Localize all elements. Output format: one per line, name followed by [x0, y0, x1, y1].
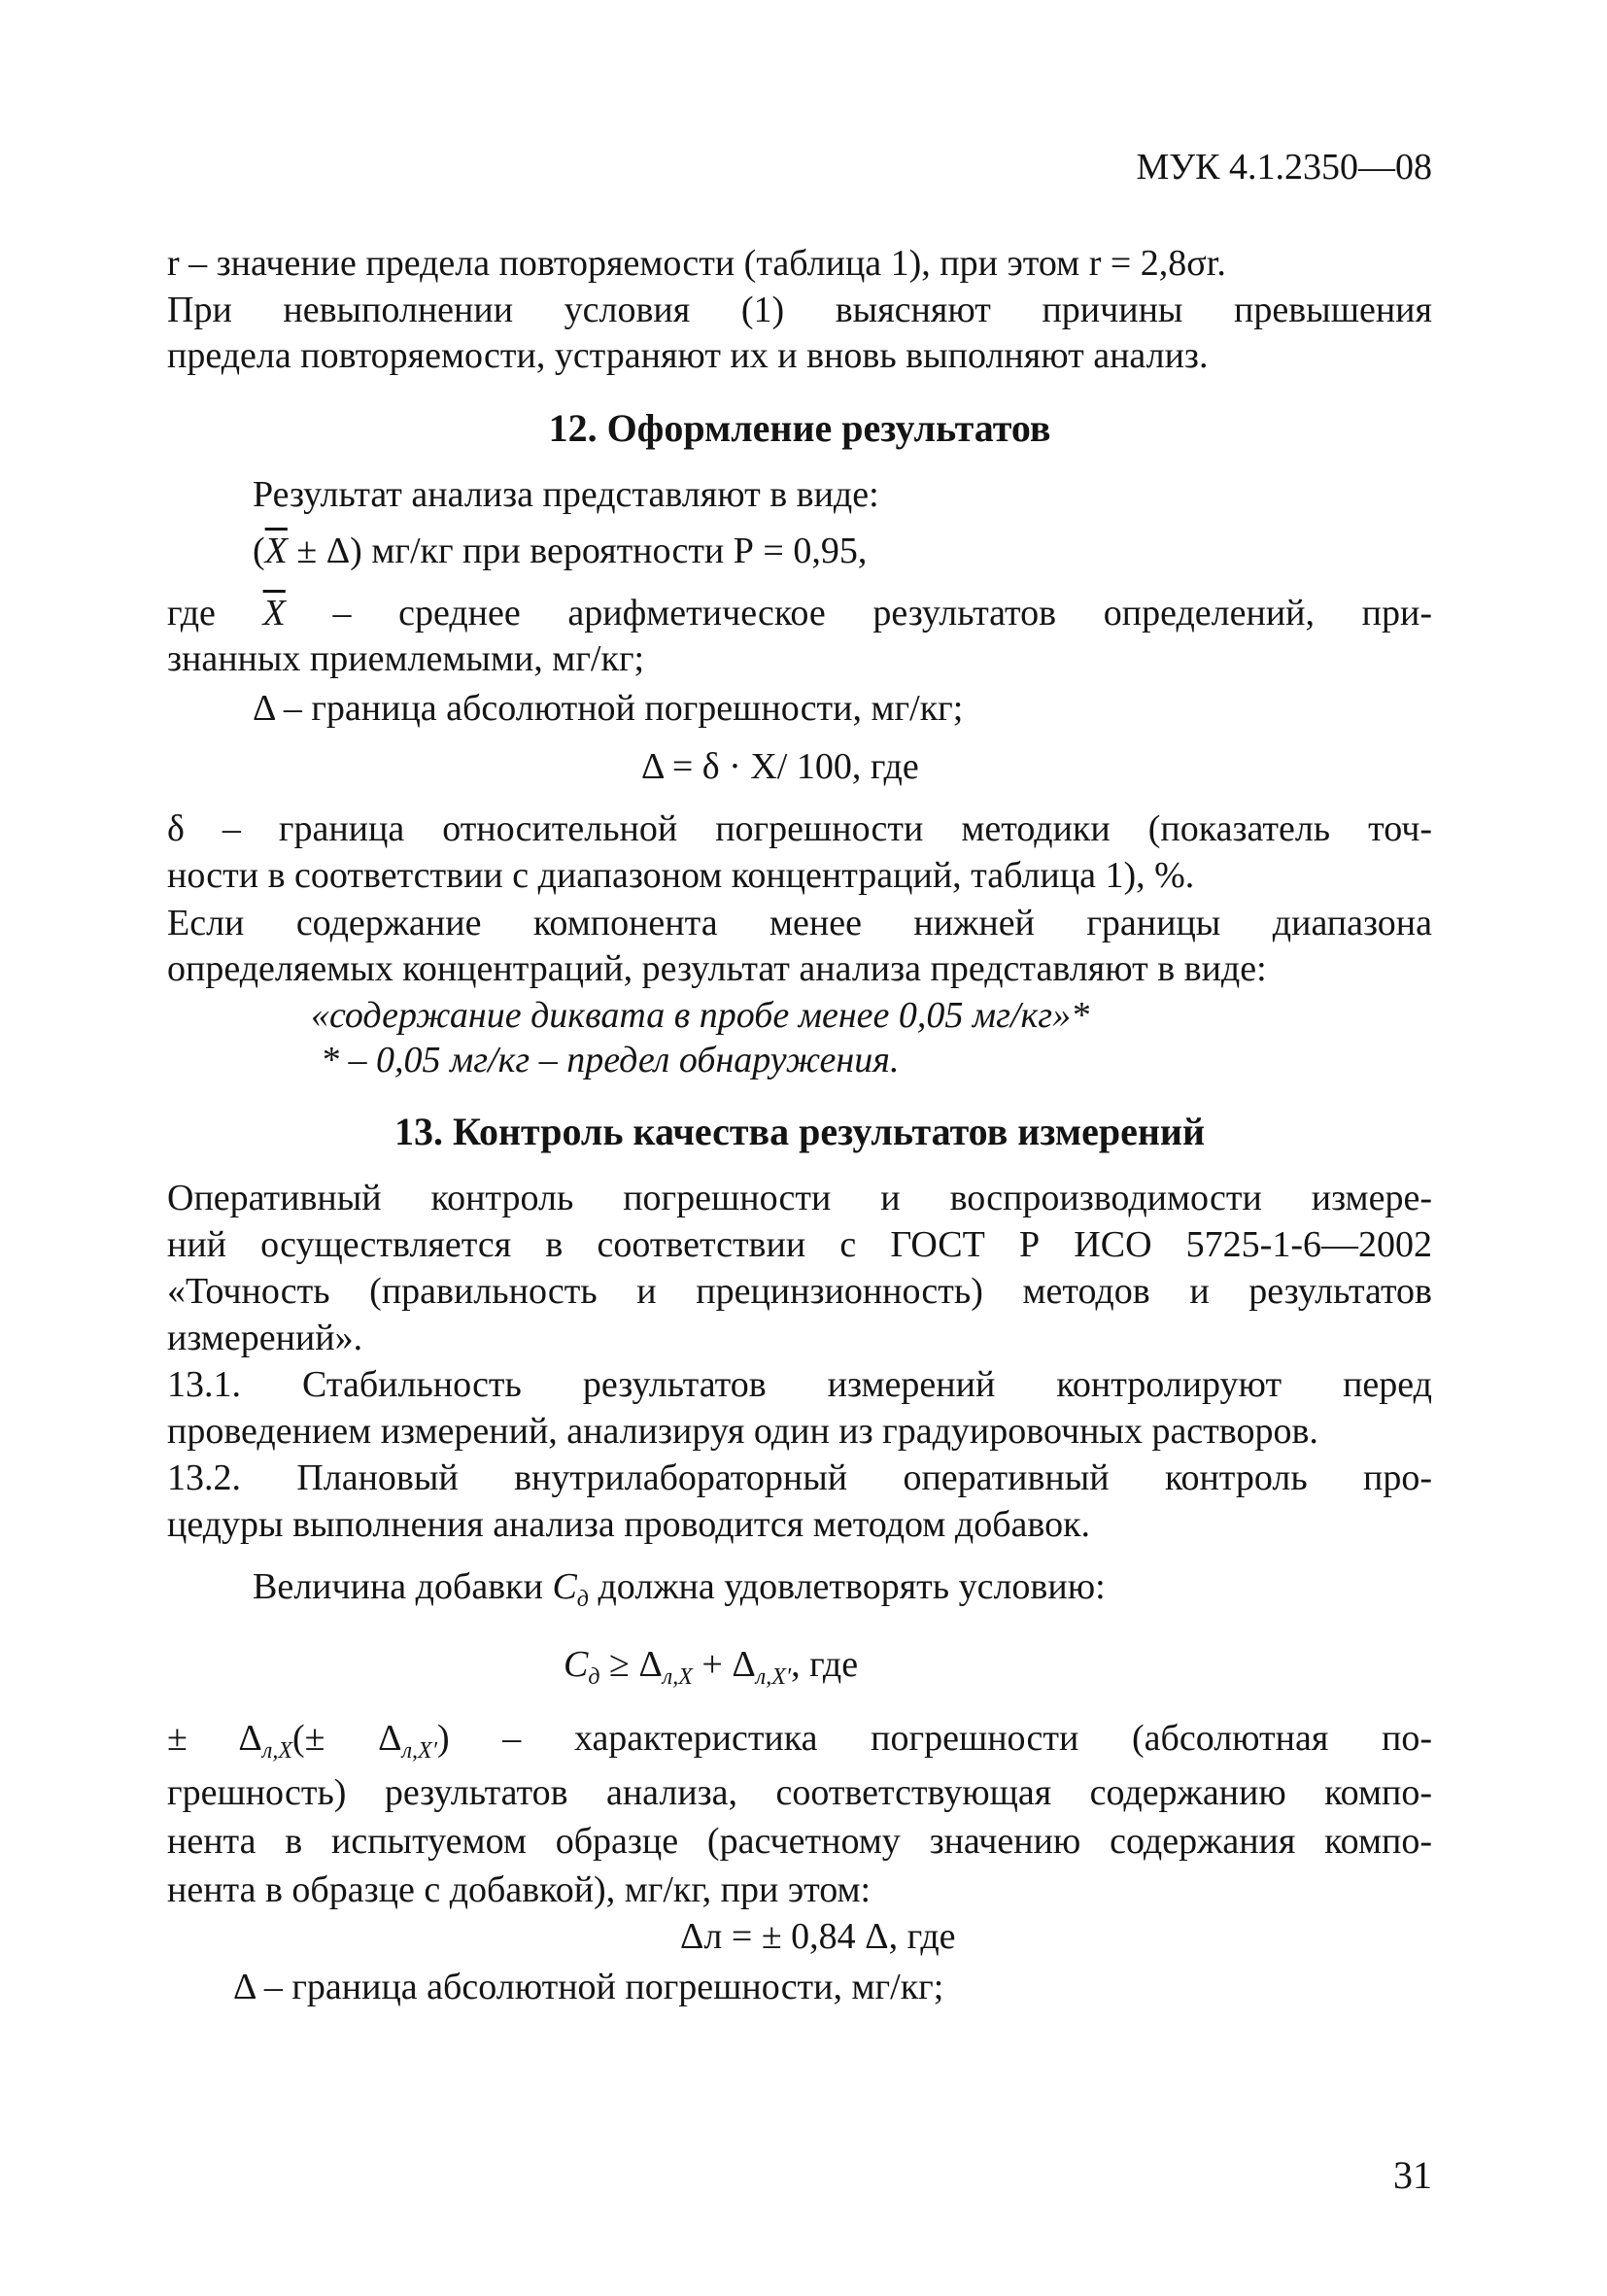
text-line: нента в образце с добавкой), мг/кг, при этом:: [167, 1869, 872, 1910]
error-characteristic-line: ± $\Delta_{л,X}(\pm \Delta_{л,X'})$ – характеристика погрешности (абсолютная по-: [167, 1718, 1432, 1764]
text-line: где $\overline{X}$ – среднее арифметическое результатов определений, при-: [167, 593, 1432, 634]
text-line: предела повторяемости, устраняют их и вновь выполняют анализ.: [167, 335, 1209, 376]
text-line: Δ – граница абсолютной погрешности, мг/кг;: [253, 688, 964, 729]
text-line: цедуры выполнения анализа проводится методом добавок.: [167, 1504, 1091, 1545]
x-mean-symbol: $\overline{X}$: [264, 531, 288, 571]
text-line: δ – граница относительной погрешности методики (показатель точ-: [167, 808, 1432, 849]
text-line: грешность) результатов анализа, соответствующая содержанию компо-: [167, 1772, 1432, 1813]
text-line: Если содержание компонента менее нижней границы диапазона: [167, 903, 1432, 943]
text-line: определяемых концентраций, результат анализа представляют в виде:: [167, 948, 1267, 989]
addition-line: Величина добавки $C_д$ должна удовлетворять условию:: [253, 1566, 1106, 1612]
repeatability-line: r – значение предела повторяемости (таблица 1), при этом r = 2,8σr.: [167, 243, 1226, 284]
delta-formula: Δ = δ · X/ 100, где: [641, 746, 919, 787]
section-13-heading: 13. Контроль качества результатов измерений: [394, 1110, 1205, 1153]
x-mean-symbol: $\overline{X}$: [262, 593, 286, 634]
text-line: ний осуществляется в соответствии с ГОСТ Р ИСО 5725-1-6—2002: [167, 1224, 1432, 1265]
text-line: Результат анализа представляют в виде:: [253, 474, 879, 515]
italic-result-form: «содержание диквата в пробе менее 0,05 мг/кг»*: [311, 995, 1090, 1036]
dl-formula: Δл = ± 0,84 Δ, где: [680, 1916, 956, 1957]
text-line: При невыполнении условия (1) выясняют причины превышения: [167, 290, 1432, 330]
text-line: Оперативный контроль погрешности и воспроизводимости измере-: [167, 1178, 1432, 1218]
text-line: «Точность (правильность и прецинзионность) методов и результатов: [167, 1271, 1432, 1312]
text-line: знанных приемлемыми, мг/кг;: [167, 638, 645, 679]
addition-condition-formula: $C_д \ge \Delta_{л,X} + \Delta_{л,X'}$, где: [564, 1644, 859, 1690]
text-line: Δ – граница абсолютной погрешности, мг/кг;: [233, 1967, 944, 2007]
section-12-heading: 12. Оформление результатов: [548, 406, 1051, 450]
result-formula: $(\overline{X} \pm \Delta)$ мг/кг при вероятности Р = 0,95,: [253, 531, 868, 571]
page-number: 31: [1393, 2153, 1432, 2197]
text-line: ности в соответствии с диапазоном концентраций, таблица 1), %.: [167, 855, 1195, 896]
text-line: нента в испытуемом образце (расчетному значению содержания компо-: [167, 1821, 1432, 1862]
text-line: 13.2. Плановый внутрилабораторный оперативный контроль про-: [167, 1457, 1432, 1498]
italic-detection-limit: * – 0,05 мг/кг – предел обнаружения.: [321, 1040, 900, 1080]
text-line: 13.1. Стабильность результатов измерений контролируют перед: [167, 1364, 1432, 1405]
text-line: проведением измерений, анализируя один из градуировочных растворов.: [167, 1411, 1318, 1452]
doc-code-header: МУК 4.1.2350—08: [1136, 147, 1432, 188]
text-line: измерений».: [167, 1318, 363, 1358]
